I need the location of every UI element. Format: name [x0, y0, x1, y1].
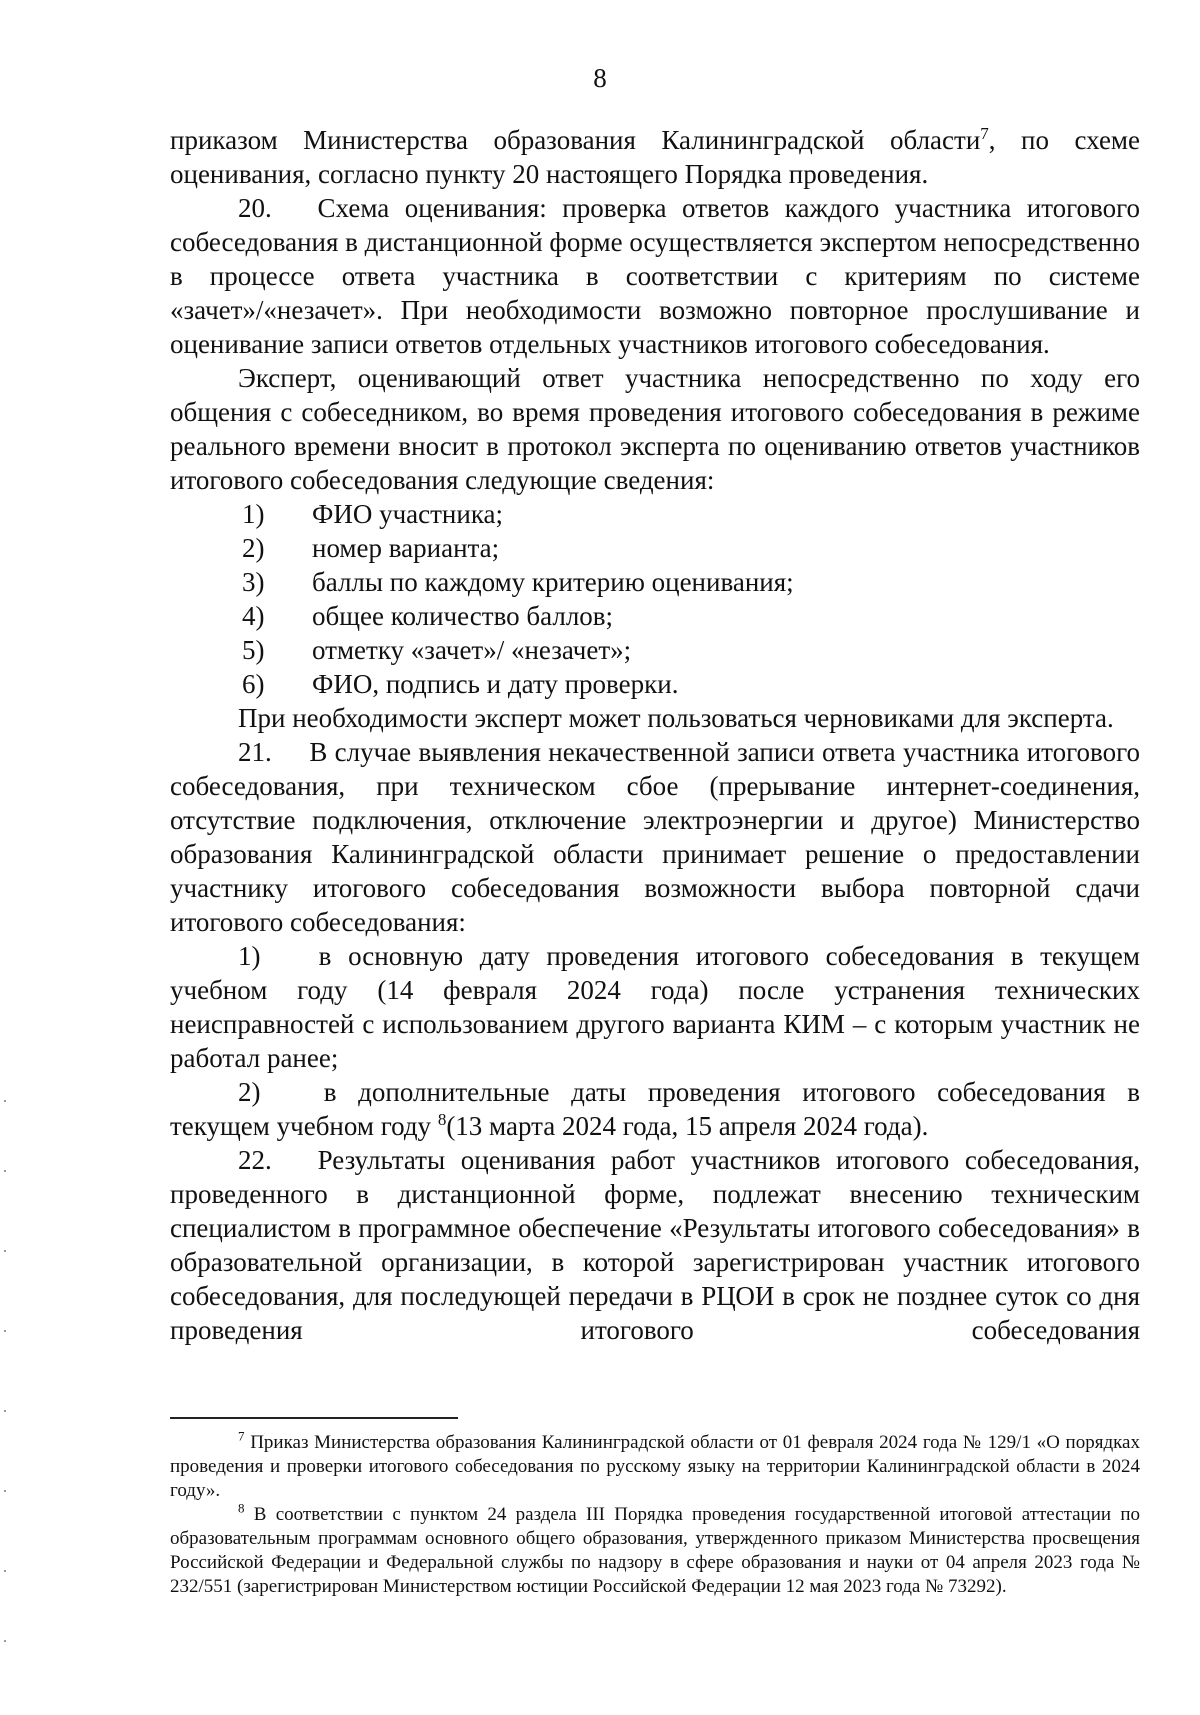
item-text-end: (13 марта 2024 года, 15 апреля 2024 года).: [446, 1111, 929, 1141]
scan-speck: [4, 1640, 6, 1642]
scan-speck: [4, 1250, 6, 1252]
footnote-8: [170, 1500, 1141, 1599]
item-number: 2): [238, 1077, 261, 1107]
footnote-ref-8[interactable]: 8: [437, 1110, 447, 1129]
section-number: 21.: [238, 737, 272, 767]
section-22: [170, 1143, 1140, 1347]
drafts-paragraph: При необходимости эксперт может пользоваться черновиками для эксперта.: [238, 703, 1114, 733]
scan-margin-specks: [4, 1100, 7, 1660]
list-item-number: 6): [242, 669, 265, 699]
footnote-7: [170, 1428, 1140, 1503]
list-item-number: 3): [242, 567, 265, 597]
item-text: в основную дату проведения итогового собеседования в текущем учебном году (14 февраля 2024 года) после устранения технических неисправностей с использованием другого варианта КИМ – с которым участник не работал ранее;: [170, 941, 1140, 1073]
section-21-item-1: [170, 939, 1140, 1075]
list-item-text: отметку «зачет»/ «незачет»;: [312, 635, 632, 665]
footnote-separator: [170, 1417, 458, 1419]
list-item-text: общее количество баллов;: [312, 601, 614, 631]
scan-speck: [4, 1410, 6, 1412]
list-item: [170, 667, 1140, 701]
list-item-text: баллы по каждому критерию оценивания;: [312, 567, 794, 597]
scan-speck: [4, 1490, 6, 1492]
scan-speck: [4, 1330, 6, 1332]
list-item-text: ФИО участника;: [312, 499, 504, 529]
document-body: [170, 123, 1140, 1347]
section-text: Схема оценивания: проверка ответов каждого участника итогового собеседования в дистанционной форме осуществляется экспертом непосредственно в процессе ответа участника в соответствии с критериям по системе «зачет»/«незачет». При необходимости возможно повторное прослушивание и оценивание записи ответов отдельных участников итогового собеседования.: [170, 193, 1141, 359]
list-item: [170, 599, 1140, 633]
section-number: 22.: [238, 1145, 272, 1175]
section-21-item-2: [170, 1075, 1140, 1143]
list-item: [170, 565, 1140, 599]
protocol-items-list: [170, 497, 1140, 701]
list-item: [170, 633, 1140, 667]
list-item-text: ФИО, подпись и дату проверки.: [312, 669, 679, 699]
list-item-number: 2): [242, 533, 265, 563]
paragraph-text: приказом Министерства образования Калининградской области: [170, 125, 981, 155]
section-20: [170, 191, 1140, 361]
section-21: [170, 735, 1140, 939]
list-item-number: 5): [242, 635, 265, 665]
scan-speck: [4, 1170, 6, 1172]
paragraph-text: , по схеме оценивания, согласно пункту 20 настоящего Порядка проведения.: [170, 125, 1141, 189]
expert-paragraph: Эксперт, оценивающий ответ участника непосредственно по ходу его общения с собеседником, во время проведения итогового собеседования в режиме реального времени вносит в протокол эксперта по оцениванию ответов участников итогового собеседования следующие сведения:: [170, 363, 1140, 495]
scan-speck: [4, 1100, 6, 1102]
footnotes: [170, 1428, 1141, 1599]
item-number: 1): [238, 941, 261, 971]
footnote-mark: 7: [238, 1428, 245, 1444]
list-item: [170, 531, 1140, 565]
section-text: Результаты оценивания работ участников итогового собеседования, проведенного в дистанционной форме, подлежат внесению техническим специалистом в программное обеспечение «Результаты итогового собеседования» в образовательной организации, в которой зарегистрирован участник итогового собеседования, для последующей передачи в РЦОИ в срок не позднее суток со дня проведения итогового собеседования: [170, 1145, 1140, 1345]
section-text: В случае выявления некачественной записи ответа участника итогового собеседования, при техническом сбое (прерывание интернет-соединения, отсутствие подключения, отключение электроэнергии и другое) Министерство образования Калининградской области принимает решение о предоставлении участнику итогового собеседования возможности выбора повторной сдачи итогового собеседования:: [170, 737, 1140, 937]
section-number: 20.: [238, 193, 272, 223]
scan-speck: [4, 1570, 6, 1572]
list-item-number: 1): [242, 499, 265, 529]
paragraph-continuation: [170, 123, 1140, 191]
page-number: 8: [593, 63, 607, 93]
list-item-number: 4): [242, 601, 265, 631]
footnote-text: Приказ Министерства образования Калининградской области от 01 февраля 2024 года № 129/1 «О порядках проведения и проверки итогового собеседования по русскому языку на территории Калининградской области в 2024 году».: [170, 1432, 1140, 1501]
list-item: [170, 497, 1140, 531]
footnote-text: В соответствии с пунктом 24 раздела III Порядка проведения государственной итоговой аттестации по образовательным программам основного общего образования, утвержденного приказом Министерства просвещения Российской Федерации и Федеральной службы по надзору в сфере образования и науки от 04 апреля 2023 года № 232/551 (зарегистрирован Министерством юстиции Российской Федерации 12 мая 2023 года № 73292).: [170, 1504, 1141, 1597]
item-text: в дополнительные даты проведения итогового собеседования в текущем учебном году: [170, 1077, 1141, 1141]
list-item-text: номер варианта;: [312, 533, 500, 563]
footnote-ref-7[interactable]: 7: [980, 124, 989, 143]
footnote-mark: 8: [238, 1500, 245, 1516]
